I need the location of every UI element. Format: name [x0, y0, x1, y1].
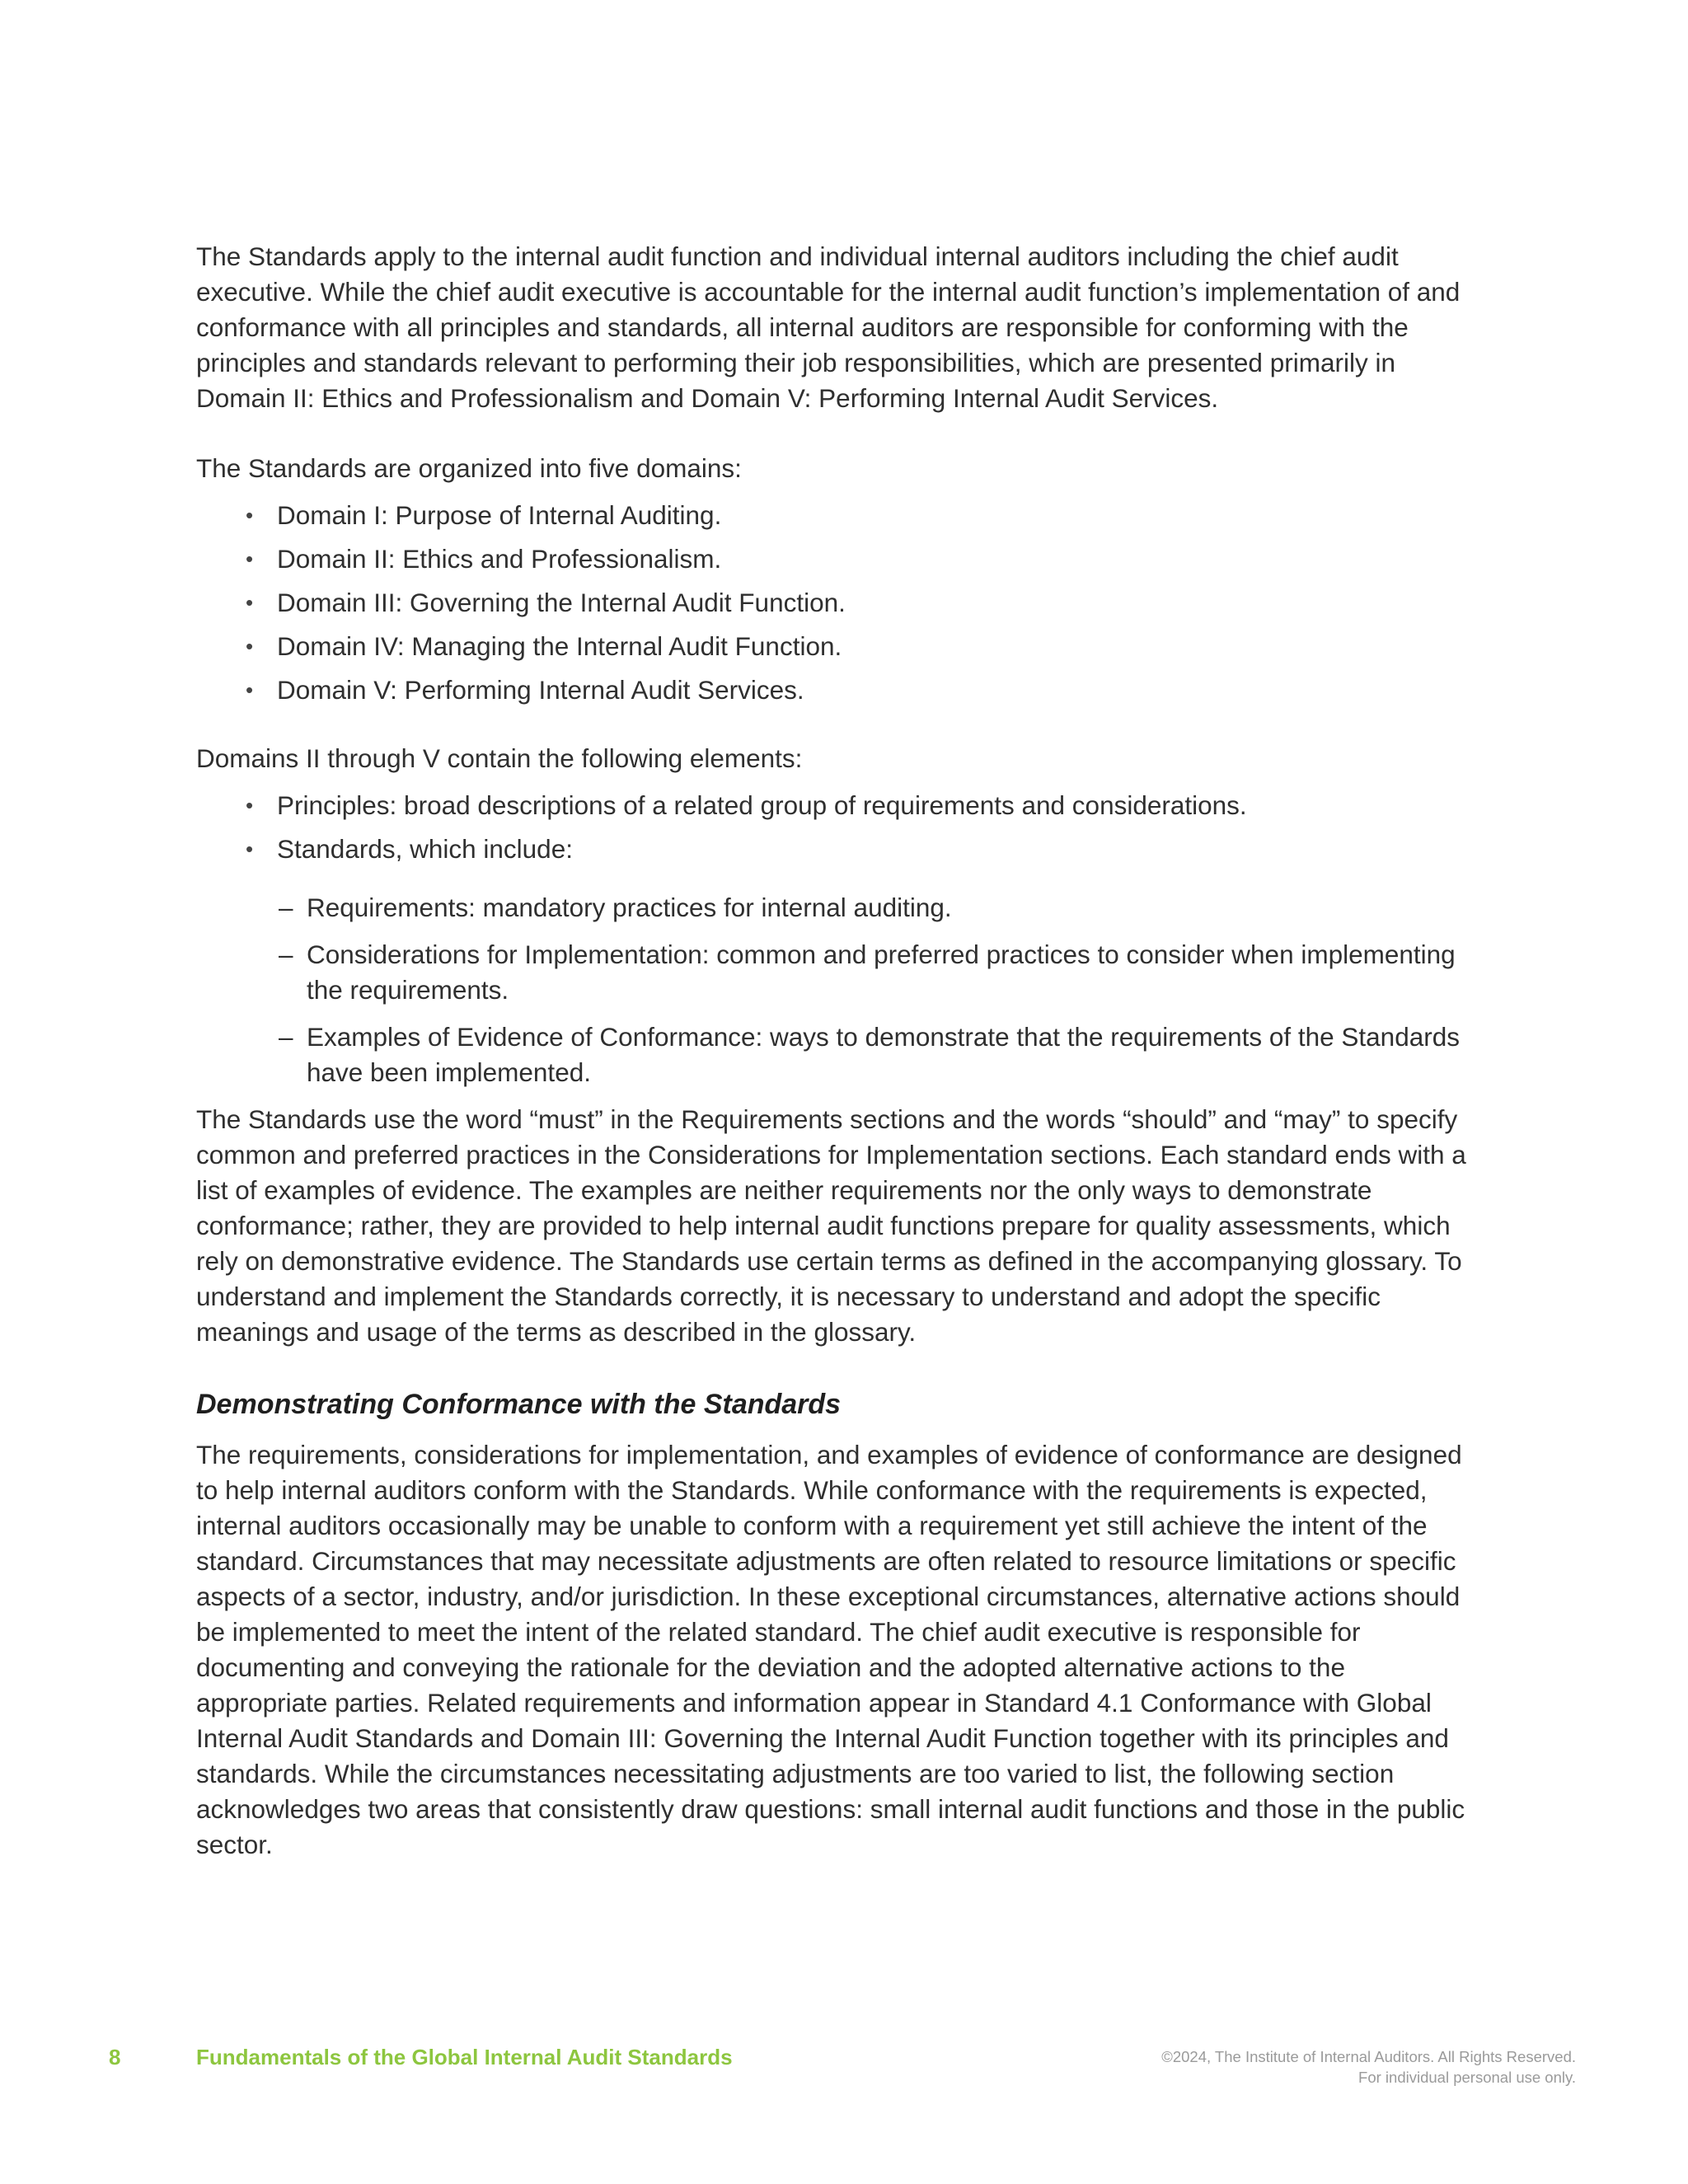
list-item: • Principles: broad descriptions of a related group of requirements and considerations. [246, 788, 1482, 823]
list-item: • Domain I: Purpose of Internal Auditing. [246, 498, 1482, 533]
list-item: – Examples of Evidence of Conformance: ways to demonstrate that the requirements of the Standards have been implemented. [279, 1019, 1482, 1090]
footer-copyright-block [1161, 2046, 1576, 2088]
page-number: 8 [109, 2045, 121, 2069]
usage-paragraph: The Standards use the word “must” in the Requirements sections and the words “should” and “may” to specify common and preferred practices in the Considerations for Implementation sections. Each standard ends with a list of examples of evidence. The examples are neither requirements nor the only ways to demonstrate conformance; rather, they are provided to help internal audit functions prepare for quality assessments, which rely on demonstrative evidence. The Standards use certain terms as defined in the accompanying glossary. To understand and implement the Standards correctly, it is necessary to understand and adopt the specific meanings and usage of the terms as described in the glossary. [196, 1104, 1466, 1347]
list-item: • Standards, which include: [246, 832, 1482, 867]
domains-lead: The Standards are organized into five domains: [196, 453, 742, 483]
footer-document-title: Fundamentals of the Global Internal Audit Standards [196, 2045, 733, 2069]
elements-lead: Domains II through V contain the following elements: [196, 743, 803, 773]
domains-list [196, 498, 1482, 708]
usage-note: For individual personal use only. [1358, 2069, 1576, 2086]
list-item: – Considerations for Implementation: common and preferred practices to consider when implementing the requirements. [279, 937, 1482, 1008]
standards-parts-list [196, 890, 1482, 1090]
list-item: • Domain II: Ethics and Professionalism. [246, 541, 1482, 577]
list-item: • Domain III: Governing the Internal Audit Function. [246, 585, 1482, 621]
intro-paragraph: The Standards apply to the internal audit function and individual internal auditors including the chief audit executive. While the chief audit executive is accountable for the internal audit function’s implementation of and conformance with all principles and standards, all internal auditors are responsible for conforming with the principles and standards relevant to performing their job responsibilities, which are presented primarily in Domain II: Ethics and Professionalism and Domain V: Performing Internal Audit Services. [196, 241, 1461, 413]
copyright-text: ©2024, The Institute of Internal Auditors. All Rights Reserved. [1161, 2048, 1576, 2065]
conformance-paragraph: The requirements, considerations for implementation, and examples of evidence of conformance are designed to help internal auditors conform with the Standards. While conformance with the requirements is expected, internal auditors occasionally may be unable to conform with a requirement yet still achieve the intent of the standard. Circumstances that may necessitate adjustments are often related to resource limitations or specific aspects of a sector, industry, and/or jurisdiction. In these exceptional circumstances, alternative actions should be implemented to meet the intent of the related standard. The chief audit executive is responsible for documenting and conveying the rationale for the deviation and the adopted alternative actions to the appropriate parties. Related requirements and information appear in Standard 4.1 Conformance with Global Internal Audit Standards and Domain III: Governing the Internal Audit Function together with its principles and standards. While the circumstances necessitating adjustments are too varied to list, the following section acknowledges two areas that consistently draw questions: small internal audit functions and those in the public sector. [196, 1440, 1465, 1859]
elements-list [196, 788, 1482, 867]
list-item: • Domain V: Performing Internal Audit Services. [246, 673, 1482, 708]
list-item: – Requirements: mandatory practices for internal auditing. [279, 890, 1482, 926]
list-item: • Domain IV: Managing the Internal Audit Function. [246, 629, 1482, 664]
section-heading: Demonstrating Conformance with the Standards [196, 1389, 842, 1420]
page-content [196, 239, 1482, 1863]
